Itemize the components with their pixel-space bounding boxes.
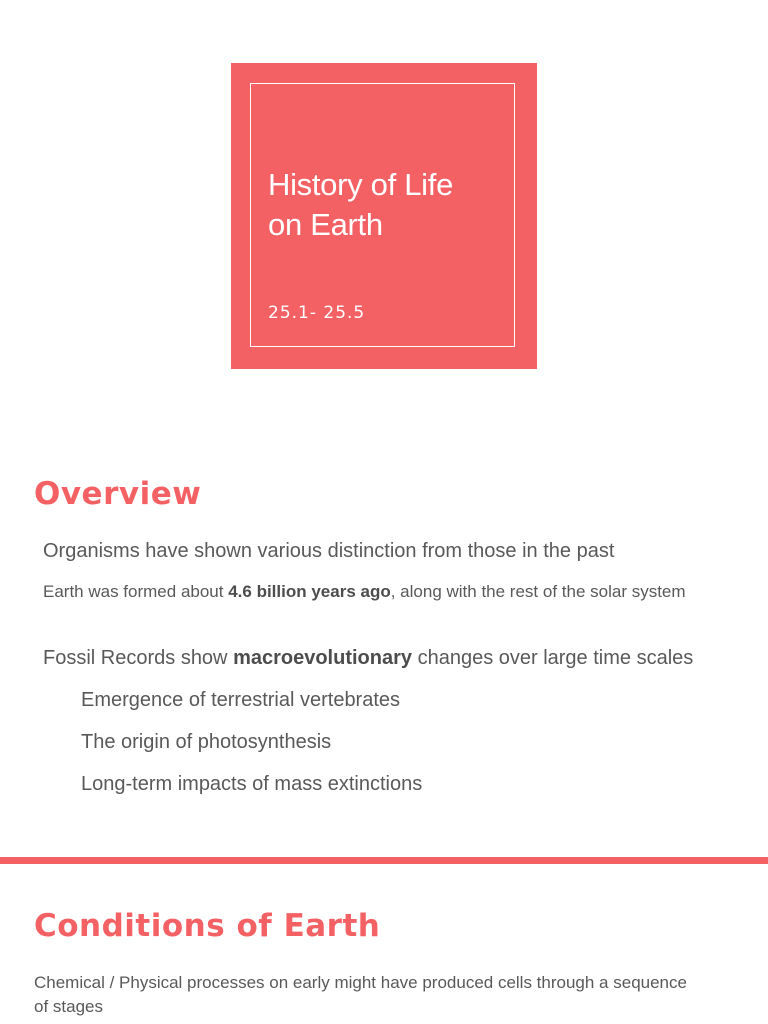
overview-heading: Overview [34, 476, 202, 512]
overview-sub-bullet-2: The origin of photosynthesis [81, 731, 332, 753]
overview-bullet-3-text-end: changes over large time scales [412, 647, 694, 669]
overview-sub-bullet-1: Emergence of terrestrial vertebrates [81, 689, 401, 711]
conditions-bullet-1: Chemical / Physical processes on early might have produced cells through a sequence of stages [34, 973, 687, 1016]
overview-bullet-3 [43, 646, 753, 670]
overview-bullet-1: Organisms have shown various distinction from those in the past [43, 540, 615, 562]
slide-subtitle: 25.1- 25.5 [268, 303, 366, 323]
overview-bullet-2 [43, 580, 752, 604]
slide-title-line-1: History of Life [268, 167, 454, 202]
conditions-slide [0, 864, 768, 1024]
overview-bullet-3-text: Fossil Records show [43, 647, 234, 669]
title-card [231, 63, 537, 369]
overview-bullet-2-text: Earth was formed about [43, 582, 229, 601]
title-slide [0, 0, 768, 432]
slide-title-line-2: on Earth [268, 207, 383, 242]
overview-sub-bullet-3: Long-term impacts of mass extinctions [81, 773, 423, 795]
overview-slide [0, 432, 768, 857]
slide-divider [0, 857, 768, 864]
slide-title [268, 165, 518, 245]
overview-bullet-3-emphasis: macroevolutionary [233, 647, 413, 669]
overview-bullet-2-emphasis: 4.6 billion years ago [228, 582, 391, 601]
overview-bullet-2-text-end: , along with the rest of the solar system [390, 582, 686, 601]
conditions-heading: Conditions of Earth [34, 908, 381, 944]
